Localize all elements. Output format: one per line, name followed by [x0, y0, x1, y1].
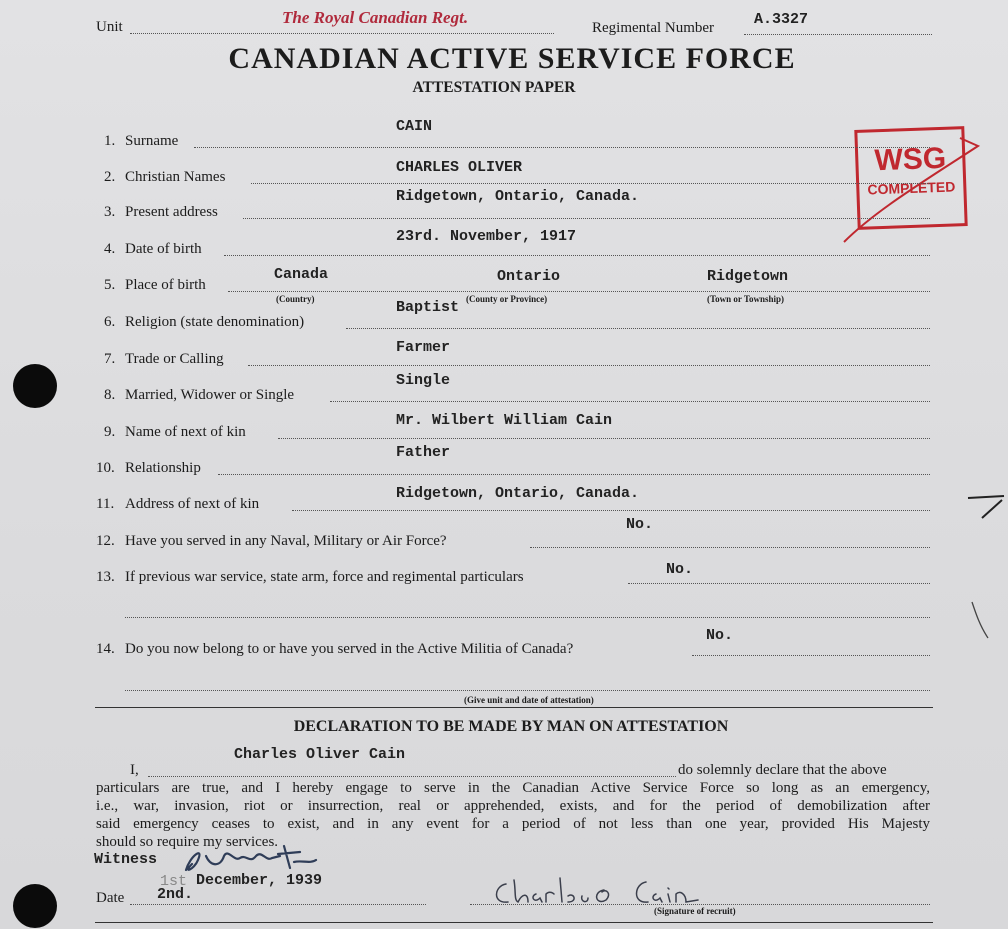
q13-value: No. [666, 561, 694, 578]
declaration-line-5: should so require my services. [96, 834, 279, 850]
q4-label: Date of birth [125, 241, 202, 257]
q8-label: Married, Widower or Single [125, 387, 295, 403]
q1-value: CAIN [396, 118, 433, 135]
q11-label: Address of next of kin [125, 496, 260, 512]
date-label: Date [96, 890, 125, 906]
q3-number: 3. [104, 204, 116, 220]
declaration-line-1-end: do solemnly declare that the above [678, 762, 887, 778]
punch-hole-bottom [13, 884, 57, 928]
declaration-heading: DECLARATION TO BE MADE BY MAN ON ATTESTATION [293, 718, 729, 735]
q10-number: 10. [96, 460, 115, 476]
unit-value: The Royal Canadian Regt. [282, 8, 469, 27]
q4-number: 4. [104, 241, 116, 257]
declaration-prefix: I, [130, 762, 139, 778]
q4-value: 23rd. November, 1917 [396, 228, 577, 245]
date-day: 2nd. [157, 886, 194, 903]
page-title: CANADIAN ACTIVE SERVICE FORCE [228, 42, 796, 75]
q2-value: CHARLES OLIVER [396, 159, 523, 176]
q2-label: Christian Names [125, 169, 226, 185]
q3-label: Present address [125, 204, 218, 220]
q11-number: 11. [96, 496, 115, 512]
q1-number: 1. [104, 133, 116, 149]
signature-caption: (Signature of recruit) [654, 906, 736, 916]
q11-value: Ridgetown, Ontario, Canada. [396, 485, 640, 502]
q12-value: No. [626, 516, 654, 533]
q12-number: 12. [96, 533, 115, 549]
q8-value: Single [396, 372, 451, 389]
q9-value: Mr. Wilbert William Cain [396, 412, 613, 429]
q9-number: 9. [104, 424, 116, 440]
q7-number: 7. [104, 351, 116, 367]
q13-label: If previous war service, state arm, force and regimental particulars [125, 569, 524, 585]
stamp-line-1: WSG [873, 141, 947, 178]
q5-number: 5. [104, 277, 116, 293]
stamp-line-2: COMPLETED [867, 178, 956, 198]
q10-value: Father [396, 444, 451, 461]
q5-town-caption: (Town or Township) [707, 294, 785, 304]
militia-caption: (Give unit and date of attestation) [464, 695, 594, 705]
unit-label: Unit [96, 19, 123, 35]
q6-label: Religion (state denomination) [125, 314, 305, 330]
declaration-line-3: i.e., war, invasion, riot or insurrection, real or apprehended, exists, and for the period of demobilization after [96, 798, 930, 814]
q12-label: Have you served in any Naval, Military or Air Force? [125, 533, 447, 549]
q14-label: Do you now belong to or have you served in the Active Militia of Canada? [125, 641, 574, 657]
q6-value: Baptist [396, 299, 460, 316]
q5-province: Ontario [497, 268, 561, 285]
date-month-year: December, 1939 [196, 872, 323, 889]
q14-value: No. [706, 627, 734, 644]
q13-number: 13. [96, 569, 115, 585]
margin-tick [966, 598, 996, 642]
declaration-line-4: said emergency ceases to exist, and in any event for a period of not less than one year, provided His Majesty [96, 816, 930, 832]
witness-label: Witness [94, 851, 158, 868]
date-day-struck: 1st [160, 873, 188, 890]
q5-province-caption: (County or Province) [466, 294, 548, 304]
q5-label: Place of birth [125, 277, 206, 293]
q9-label: Name of next of kin [125, 424, 246, 440]
q2-number: 2. [104, 169, 116, 185]
q14-number: 14. [96, 641, 115, 657]
page-subtitle: ATTESTATION PAPER [412, 79, 576, 96]
margin-mark [962, 482, 1008, 528]
regimental-number-value: A.3327 [754, 11, 809, 28]
q5-town: Ridgetown [707, 268, 789, 285]
q7-value: Farmer [396, 339, 451, 356]
q1-label: Surname [125, 133, 179, 149]
bottom-rule [95, 922, 933, 923]
q3-value: Ridgetown, Ontario, Canada. [396, 188, 640, 205]
declarant-name: Charles Oliver Cain [234, 746, 406, 763]
q8-number: 8. [104, 387, 116, 403]
q7-label: Trade or Calling [125, 351, 224, 367]
section-divider [95, 707, 933, 708]
q5-country: Canada [274, 266, 329, 283]
punch-hole-top [13, 364, 57, 408]
regimental-number-label: Regimental Number [592, 20, 715, 36]
q5-country-caption: (Country) [276, 294, 315, 304]
q10-label: Relationship [125, 460, 201, 476]
q6-number: 6. [104, 314, 116, 330]
declaration-line-2: particulars are true, and I hereby engage to serve in the Canadian Active Service Force so long as an emergency, [96, 780, 930, 796]
